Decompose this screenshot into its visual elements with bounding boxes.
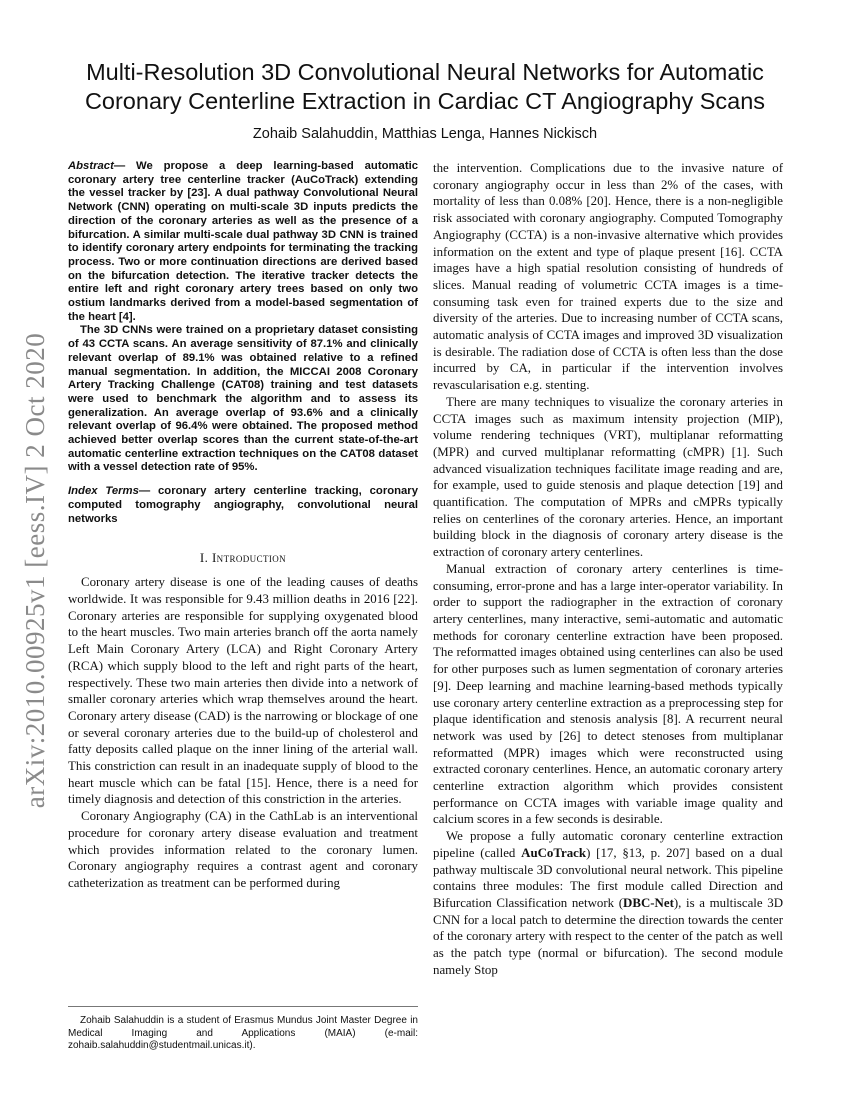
- index-terms-text: coronary artery centerline tracking, coronary computed tomography angiography, convolutional neural networks: [68, 485, 418, 525]
- dbc-net-term: DBC-Net: [623, 895, 674, 910]
- body-paragraph: Coronary Angiography (CA) in the CathLab is an interventional procedure for coronary artery disease evaluation and treatment which provides information related to the coronary lumen. Coronary angiography requires a contrast agent and coronary catheterization as treatment can be performed during: [68, 809, 418, 890]
- body-text-span: ) [17, §13, p. 207] based on a dual pathway multiscale 3D convolutional neural network. This pipeline contains three modules: The first module called Direction and Bifurcation Classification network (: [433, 845, 783, 910]
- body-text-span: ), is a multiscale 3D CNN for a local patch to determine the direction towards the center of the coronary artery with respect to the center of the patch as well as the patch type (normal or bifurcation). The second module namely Stop: [433, 895, 784, 977]
- body-paragraph: the intervention. Complications due to the invasive nature of coronary angiography occur in less than 2% of the cases, with mortality of less than 0.08% [20]. Hence, there is a non-negligible risk associated with coronary angiography. Computed Tomography Angiography (CCTA) is a non-invasive alternative which provides information on the extent and type of plaque present [16]. CCTA images have a high spatial resolution consisting of hundreds of slices. Manual reading of volumetric CCTA images is a time-consuming task even for trained experts due to the size and diversity of the arteries. Due to increasing number of CCTA scans, automatic analysis of CCTA images and improved 3D visualization is desirable. The radiation dose of CCTA is often less than the dose incurred by CA, in particular if the intervention involves revascularisation e.g. stenting.: [433, 161, 783, 393]
- body-text-span: We propose a fully automatic coronary centerline extraction pipeline (called: [433, 829, 783, 860]
- abstract-text-1: We propose a deep learning-based automatic coronary artery tree centerline tracker (AuCoTrack) extending the vessel tracker by [23]. A dual pathway Convolutional Neural Network (CNN) operating on multi-scale 3D inputs predicts the direction of the coronary arteries as well as the presence of a bifurcation. A similar multi-scale dual pathway 3D CNN is trained to identify coronary artery endpoints for terminating the tracking process. Two or more continuation directions are derived based on the bifurcation detection. The iterative tracker detects the entire left and right coronary artery trees based on only two ostium landmarks derived from a model-based segmentation of the heart [4].: [68, 160, 419, 323]
- abstract-paragraph-2: The 3D CNNs were trained on a proprietary dataset consisting of 43 CCTA scans. An average sensitivity of 87.1% and clinically relevant overlap of 89.1% was obtained relative to a refined manual segmentation. In addition, the MICCAI 2008 Coronary Artery Tracking Challenge (CAT08) training and test datasets were used to benchmark the algorithm and to assess its generalization. An average overlap of 93.6% and a clinically relevant overlap of 96.4% were obtained. The proposed method achieved better overlap scores than the current state-of-the-art automatic centerline extraction techniques on the CAT08 dataset with a vessel detection rate of 95%.: [68, 324, 418, 474]
- introduction-right-body: [433, 160, 783, 978]
- footnote-text: Zohaib Salahuddin is a student of Erasmus Mundus Joint Master Degree in Medical Imaging and Applications (MAIA) (e-mail: zohaib.salahuddin@studentmail.unicas.it).: [68, 1015, 418, 1051]
- abstract: [68, 160, 418, 475]
- arxiv-identifier-text: arXiv:2010.00925v1 [eess.IV] 2 Oct 2020: [20, 332, 51, 808]
- body-paragraph: Manual extraction of coronary artery centerlines is time-consuming, error-prone and has a large inter-operator variability. In order to support the radiographer in the extraction of coronary artery centerlines, many interactive, semi-automatic and automatic methods for coronary centerline extraction have been proposed. The reformatted images obtained using centerlines can also be used for other purposes such as lumen segmentation of coronary arteries [9]. Deep learning and machine learning-based methods typically use coronary artery centerline extraction as a preprocessing step for plaque identification and stenosis analysis [8]. A recurrent neural network was used by [26] to detect stenoses from multiplanar reformatted (MPR) images which were reconstructed using extracted coronary centerlines. Hence, an automatic coronary artery centerline extraction algorithm which provides consistent performance on CCTA images with variable image quality and calcium scores in a few seconds is desirable.: [433, 561, 783, 827]
- arxiv-identifier-stamp: [6, 290, 66, 850]
- author-list: Zohaib Salahuddin, Matthias Lenga, Hannes Nickisch: [252, 126, 598, 142]
- abstract-paragraph-1: Abstract— We propose a deep learning-based automatic coronary artery tree centerline tracker (AuCoTrack) extending the vessel tracker by [23]. A dual pathway Convolutional Neural Network (CNN) operating on multi-scale 3D inputs predicts the direction of the coronary arteries as well as the presence of a bifurcation. A similar multi-scale dual pathway 3D CNN is trained to identify coronary artery endpoints for terminating the tracking process. Two or more continuation directions are derived based on the bifurcation detection. The iterative tracker detects the entire left and right coronary artery trees based on only two ostium landmarks derived from a model-based segmentation of the heart [4].: [68, 160, 419, 323]
- body-paragraph: [433, 828, 783, 978]
- author-footnote: [68, 1006, 418, 1053]
- right-column: [433, 160, 783, 978]
- left-column: [68, 160, 418, 892]
- body-paragraph: Coronary artery disease is one of the leading causes of deaths worldwide. It was responsible for 9.43 million deaths in 2016 [22]. Coronary arteries are responsible for supplying oxygenated blood to the heart muscles. Two main arteries branch off the aorta namely Left Main Coronary Artery (LCA) and Right Coronary Artery (RCA) which supply blood to the left and right parts of the heart, respectively. These two main arteries then divide into a network of smaller coronary arteries which wrap themselves around the heart. Coronary artery disease (CAD) is the narrowing or blockage of one or several coronary arteries due to the build-up of cholesterol and fatty deposits called plaque on the inner lining of the arterial wall. This constriction can result in an inadequate supply of blood to the heart muscle which can be fatal [15]. Hence, there is a need for timely diagnosis and detection of this constriction in the arteries.: [68, 575, 418, 807]
- aucotrack-term: AuCoTrack: [521, 845, 587, 860]
- introduction-left-body: [68, 574, 418, 891]
- paper-title: Multi-Resolution 3D Convolutional Neural Networks for Automatic Coronary Centerline Extraction in Cardiac CT Angiography Scans: [84, 59, 766, 114]
- index-terms-label: Index Terms: [68, 485, 139, 498]
- section-heading-introduction: I. Introduction: [199, 550, 287, 566]
- body-paragraph: There are many techniques to visualize the coronary arteries in CCTA images such as maximum intensity projection (MIP), volume rendering techniques (VRT), multiplanar reformatting (MPR) and curved multiplanar reformatting (cMPR) [1]. Such advanced visualization techniques facilitate image reading and are, for example, used to guide stenosis and plaque detection [19] and quantification. The computation of MPRs and cMPRs typically relies on centerlines of the coronary arteries. Hence, an important building block in the diagnosis of coronary artery disease is the extraction of coronary artery centerlines.: [433, 394, 783, 560]
- index-terms: Index Terms— coronary artery centerline tracking, coronary computed tomography angiography, convolutional neural networks: [68, 485, 418, 525]
- abstract-label: Abstract: [68, 160, 114, 172]
